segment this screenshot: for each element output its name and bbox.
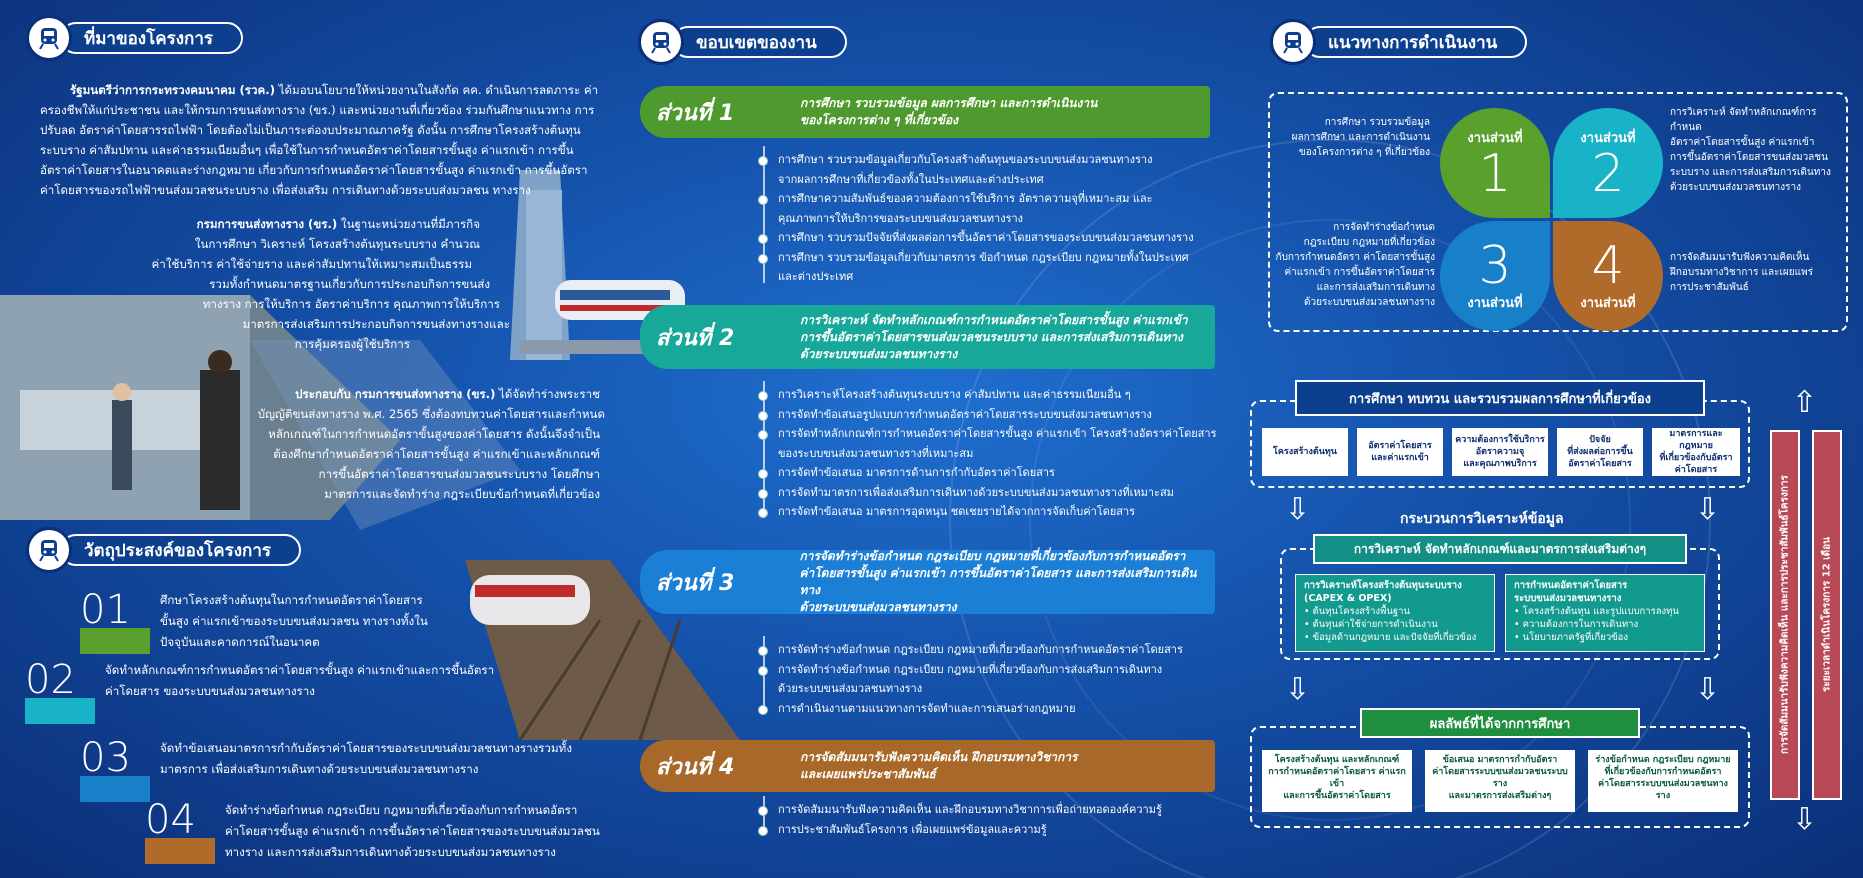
analysis-subtitle: การวิเคราะห์ จัดทำหลักเกณฑ์และมาตรการส่งเสริมต่างๆ (1313, 534, 1687, 564)
train-icon (26, 527, 72, 573)
objective-line: ค่าโดยสารขั้นสูง ค่าแรกเข้า การขึ้นอัตราค่าโดยสารของระบบขนส่งมวลชน (225, 824, 600, 838)
objective-text (225, 800, 600, 863)
background-header (26, 18, 243, 58)
result-box-2 (1425, 750, 1575, 812)
capex-item: • ต้นทุนค่าใช้จ่ายการดำเนินงาน (1304, 619, 1438, 630)
petal-4 (1553, 221, 1663, 331)
part-item: การประชาสัมพันธ์โครงการ เพื่อเผยแพร่ข้อมูลและความรู้ (758, 820, 1162, 840)
note-line: ฝึกอบรมทางวิชาการ และเผยแพร่ (1670, 267, 1814, 278)
drt-lead: กรมการขนส่งทางราง (ขร.) (196, 217, 338, 231)
objective-line: จัดทำร่างข้อกำหนด กฎระเบียบ กฎหมายที่เกี่ยวข้องกับการกำหนดอัตรา (225, 803, 578, 817)
box-text: มาตรการและกฎหมาย ที่เกี่ยวข้องกับอัตรา ค่าโดยสาร (1659, 429, 1733, 475)
objective-line: จัดทำข้อเสนอมาตรการกำกับอัตราค่าโดยสารของระบบขนส่งมวลชนทางรางรวมทั้ง (160, 741, 572, 755)
capex-title: การวิเคราะห์โครงสร้างต้นทุนระบบราง (1304, 580, 1462, 591)
objective-item (80, 735, 572, 802)
note-part-4 (1670, 250, 1845, 295)
part-heading-line: การขึ้นอัตราค่าโดยสารขนส่งมวลชนระบบราง และการส่งเสริมการเดินทาง (800, 329, 1183, 344)
para2-line: ทางราง การให้บริการ อัตราค่าบริการ คุณภาพการให้บริการ (202, 297, 500, 311)
scope-header (638, 22, 847, 62)
note-line: ระบบราง และการส่งเสริมการเดินทาง (1670, 167, 1831, 178)
flow-box-law (1652, 428, 1740, 476)
part-item: การศึกษา รวบรวมข้อมูลเกี่ยวกับมาตรการ ข้อกำหนด กฎระเบียบ กฎหมายทั้งในประเทศ (758, 248, 1194, 268)
down-arrow-icon: ⇩ (1792, 802, 1818, 837)
note-line: การจัดทำร่างข้อกำหนด (1333, 222, 1435, 233)
result-box-1 (1262, 750, 1412, 812)
part-items (758, 640, 1183, 718)
fare-item: • นโยบายภาครัฐที่เกี่ยวข้อง (1514, 632, 1629, 643)
note-line: กฎระเบียบ กฎหมายที่เกี่ยวข้อง (1303, 237, 1435, 248)
note-line: การวิเคราะห์ จัดทำหลักเกณฑ์การกำหนด (1670, 107, 1817, 133)
note-line: การขึ้นอัตราค่าโดยสารขนส่งมวลชน (1670, 152, 1828, 163)
section-title: แนวทางการดำเนินงาน (1304, 26, 1527, 58)
para2-line: ค่าใช้บริการ ค่าใช้จ่ายราง และค่าสัมปทานให้เหมาะสมเป็นธรรม (151, 257, 472, 271)
objective-number: 02 (25, 660, 95, 724)
fare-item: • โครงสร้างต้นทุน และรูปแบบการลงทุน (1514, 606, 1679, 617)
note-line: กับการกำหนดอัตรา ค่าโดยสารขั้นสูง (1275, 252, 1435, 263)
part-item: คุณภาพการให้บริการของระบบขนส่งมวลชนทางราง (778, 211, 1024, 225)
para2-line: การคุ้มครองผู้ใช้บริการ (294, 337, 410, 351)
petal-3 (1440, 221, 1550, 331)
note-part-2 (1670, 105, 1845, 195)
objective-number: 03 (80, 738, 150, 802)
part-item: การศึกษา รวบรวมข้อมูลเกี่ยวกับโครงสร้างต้นทุนของระบบขนส่งมวลชนทางราง (758, 150, 1194, 170)
fare-title: การกำหนดอัตราค่าโดยสาร (1514, 580, 1628, 591)
part-heading-line: ด้วยระบบขนส่งมวลชนทางราง (800, 346, 958, 361)
part-items (758, 800, 1162, 839)
para2-line: ในฐานะหน่วยงานที่มีภารกิจ (337, 217, 480, 231)
part-item: การจัดทำข้อเสนอ มาตรการด้านการกำกับอัตราค่าโดยสาร (758, 463, 1216, 483)
petal-number: 1 (1478, 143, 1512, 204)
objective-item (145, 797, 600, 864)
part-item: ด้วยระบบขนส่งมวลชนทางราง (778, 682, 923, 695)
objective-text (160, 738, 572, 780)
scope-part-1 (640, 86, 1210, 138)
scope-part-3 (640, 550, 1215, 614)
objective-number: 01 (80, 590, 150, 654)
petal-number: 3 (1478, 235, 1512, 296)
petal-1 (1440, 108, 1550, 218)
part-heading-line: การวิเคราะห์ จัดทำหลักเกณฑ์การกำหนดอัตราค่าโดยสารขั้นสูง ค่าแรกเข้า (800, 312, 1188, 327)
para1-text: ได้มอบนโยบายให้หน่วยงานในสังกัด คค. ดำเนินการลดภาระ ค่าครองชีพให้แก่ประชาชน และให้กรมการขนส่งทางราง (ขร.) และหน่วยงานที่เกี่ยวข้อง ร่วมกันศึกษาแนวทาง การปรับลด อัตราค่าโดยสารรถไฟฟ้า โดยต้องไม่เป็นภาระต่องบประมาณภาครัฐ ดังนั้น การศึกษาโครงสร้างต้นทุนระบบราง ค่าสัมปทาน และค่าธรรมเนียมอื่นๆ เพื่อใช้ในการกำหนดอัตราค่าโดยสารขั้นสูง ค่าแรกเข้า การขึ้นอัตราค่าโดยสารในอนาคตและร่างกฎหมาย เกี่ยวกับการกำหนดอัตราค่าโดยสารขั้นสูง ค่าแรกเข้า การขึ้นอัตราค่าโดยสารของรถไฟฟ้าขนส่งมวลชนระบบราง เพื่อส่งเสริม การเดินทางด้วยระบบส่งมวลชน ทางราง (40, 83, 599, 197)
part-item: การจัดทำร่างข้อกำหนด กฎระเบียบ กฎหมายที่เกี่ยวข้องกับการกำหนดอัตราค่าโดยสาร (758, 640, 1183, 660)
para3-line: การขึ้นอัตราค่าโดยสารขนส่งมวลชนระบบราง โดยศึกษา (318, 467, 600, 481)
objective-line: ทางราง และการส่งเสริมการเดินทางด้วยระบบขนส่งมวลชนทางราง (225, 845, 556, 859)
down-arrow-icon: ⇩ (1695, 672, 1721, 707)
down-arrow-icon: ⇩ (1695, 492, 1721, 527)
drt-lead-2: ประกอบกับ กรมการขนส่งทางราง (ขร.) (295, 387, 496, 401)
petal-label: งานส่วนที่ (1580, 295, 1636, 311)
approach-header (1270, 22, 1527, 62)
capex-box (1295, 574, 1495, 652)
capex-item: • ข้อมูลด้านกฎหมาย และปัจจัยที่เกี่ยวข้อง (1304, 632, 1477, 643)
para3-line: ได้จัดทำร่างพระราช (495, 387, 600, 401)
ministry-lead: รัฐมนตรีว่าการกระทรวงคมนาคม (รวค.) (70, 83, 276, 97)
train-icon (638, 19, 684, 65)
part-heading (769, 548, 1215, 616)
para2-line: มาตรการส่งเสริมการประกอบกิจการขนส่งทางรางและ (242, 317, 510, 331)
note-part-1 (1280, 115, 1430, 160)
part-heading (770, 312, 1188, 363)
part-heading-line: ด้วยระบบขนส่งมวลชนทางราง (799, 600, 957, 614)
capex-item: • ต้นทุนโครงสร้างพื้นฐาน (1304, 606, 1410, 617)
background-paragraph-1 (40, 80, 600, 200)
box-text: โครงสร้างต้นทุน (1273, 447, 1337, 457)
part-heading-line: และเผยแพร่ประชาสัมพันธ์ (800, 767, 936, 781)
part-item: การศึกษา รวบรวมปัจจัยที่ส่งผลต่อการขึ้นอัตราค่าโดยสารของระบบขนส่งมวลชนทางราง (758, 228, 1194, 248)
background-paragraph-2 (40, 214, 510, 354)
part-item: ของระบบขนส่งมวลชนทางรางที่เหมาะสม (778, 446, 974, 460)
fare-setting-box (1505, 574, 1705, 652)
para2-line: ในการศึกษา วิเคราะห์ โครงสร้างต้นทุนระบบราง คำนวณ (194, 237, 480, 251)
flow-box-cost (1262, 428, 1348, 476)
petal-label: งานส่วนที่ (1580, 130, 1636, 146)
part-tag: ส่วนที่ 1 (656, 100, 735, 126)
objective-item (80, 587, 428, 654)
down-arrow-icon: ⇩ (1285, 672, 1311, 707)
box-text: โครงสร้างต้นทุน และหลักเกณฑ์ การกำหนดอัตราค่าโดยสาร ค่าแรกเข้า และการขึ้นอัตราค่าโดยสาร (1268, 755, 1406, 801)
part-tag: ส่วนที่ 4 (656, 754, 735, 780)
analysis-title: กระบวนการวิเคราะห์ข้อมูล (1400, 511, 1564, 527)
note-line: ค่าแรกเข้า การขึ้นอัตราค่าโดยสาร (1284, 267, 1435, 278)
section-title: วัตถุประสงค์ของโครงการ (60, 534, 301, 566)
part-item: การจัดทำหลักเกณฑ์การกำหนดอัตราค่าโดยสารขั้นสูง ค่าแรกเข้า โครงสร้างอัตราค่าโดยสาร (758, 424, 1216, 444)
fare-item: • ความต้องการในการเดินทาง (1514, 619, 1639, 630)
part-item: จากผลการศึกษาที่เกี่ยวข้องทั้งในประเทศและต่างประเทศ (778, 172, 1044, 186)
petal-2 (1553, 108, 1663, 218)
part-heading-line: ค่าโดยสารขั้นสูง ค่าแรกเข้า การขึ้นอัตราค่าโดยสาร และการส่งเสริมการเดินทาง (799, 566, 1197, 597)
duration-bar: ระยะเวลาดำเนินโครงการ 12 เดือน (1812, 430, 1842, 800)
study-title: การศึกษา ทบทวน และรวบรวมผลการศึกษาที่เกี่ยวข้อง (1295, 380, 1705, 416)
objective-text (105, 660, 494, 702)
box-text: อัตราค่าโดยสาร และค่าแรกเข้า (1368, 441, 1432, 463)
flow-box-demand (1452, 428, 1548, 476)
petal-label: งานส่วนที่ (1467, 295, 1523, 311)
capex-title: (CAPEX & OPEX) (1304, 593, 1392, 604)
part-item: การจัดสัมมนารับฟังความคิดเห็น และฝึกอบรมทางวิชาการเพื่อถ่ายทอดองค์ความรู้ (758, 800, 1162, 820)
para3-line: มาตรการและจัดทำร่าง กฎระเบียบข้อกำหนดที่เกี่ยวข้อง (324, 487, 600, 501)
note-line: ผลการศึกษา และการดำเนินงาน (1291, 132, 1430, 143)
train-icon (1270, 19, 1316, 65)
note-line: ของโครงการต่าง ๆ ที่เกี่ยวข้อง (1298, 147, 1430, 158)
objective-header (26, 530, 301, 570)
part-heading (770, 749, 1077, 783)
objective-line: จัดทำหลักเกณฑ์การกำหนดอัตราค่าโดยสารขั้นสูง ค่าแรกเข้าและการขึ้นอัตรา (105, 663, 495, 677)
note-line: ด้วยระบบขนส่งมวลชนทางราง (1304, 297, 1435, 308)
note-part-3 (1270, 220, 1435, 310)
para2-line: รวมทั้งกำหนดมาตรฐานเกี่ยวกับการประกอบกิจการขนส่ง (209, 277, 490, 291)
part-item: การจัดทำมาตรการเพื่อส่งเสริมการเดินทางด้วยระบบขนส่งมวลชนทางรางที่เหมาะสม (758, 483, 1216, 503)
flow-box-factors (1557, 428, 1643, 476)
scope-part-4 (640, 740, 1215, 792)
note-line: และการส่งเสริมการเดินทาง (1316, 282, 1435, 293)
part-tag: ส่วนที่ 2 (656, 325, 735, 351)
para3-line: บัญญัติขนส่งทางราง พ.ศ. 2565 ซึ่งต้องทบทวนค่าโดยสารและกำหนด (257, 407, 605, 421)
box-text: ข้อเสนอ มาตรการกำกับอัตรา ค่าโดยสารระบบขนส่งมวลชนระบบราง และมาตรการส่งเสริมต่างๆ (1432, 755, 1568, 801)
part-item: และต่างประเทศ (778, 270, 854, 283)
note-line: การศึกษา รวบรวมข้อมูล (1324, 117, 1430, 128)
background-paragraph-3 (250, 384, 605, 504)
objective-line: ขั้นสูง ค่าแรกเข้าของระบบขนส่งมวลชน ทางรางทั้งใน (160, 614, 428, 628)
part-item: การวิเคราะห์โครงสร้างต้นทุนระบบราง ค่าสัมปทาน และค่าธรรมเนียมอื่น ๆ (758, 385, 1216, 405)
flow-box-fare (1357, 428, 1443, 476)
train-icon (26, 15, 72, 61)
box-text: ความต้องการใช้บริการ อัตราความจุ และคุณภาพบริการ (1455, 435, 1545, 469)
part-item: การศึกษาความสัมพันธ์ของความต้องการใช้บริการ อัตราความจุที่เหมาะสม และ (758, 189, 1194, 209)
petal-label: งานส่วนที่ (1467, 130, 1523, 146)
part-items (758, 385, 1216, 522)
objective-line: ค่าโดยสาร ของระบบขนส่งมวลชนทางราง (105, 684, 315, 698)
result-box-3 (1588, 750, 1738, 812)
up-arrow-icon: ⇧ (1792, 385, 1818, 420)
note-line: การประชาสัมพันธ์ (1670, 282, 1749, 293)
part-item: การจัดทำร่างข้อกำหนด กฎระเบียบ กฎหมายที่เกี่ยวข้องกับการส่งเสริมการเดินทาง (758, 660, 1183, 680)
seminar-bar: การจัดสัมมนารับฟังความคิดเห็น และการประชาสัมพันธ์โครงการ (1770, 430, 1800, 800)
down-arrow-icon: ⇩ (1285, 492, 1311, 527)
scope-part-2 (640, 305, 1215, 369)
part-items (758, 150, 1194, 287)
part-item: การจัดทำข้อเสนอรูปแบบการกำหนดอัตราค่าโดยสารระบบขนส่งมวลชนทางราง (758, 405, 1216, 425)
objective-number: 04 (145, 800, 215, 864)
para3-line: หลักเกณฑ์ในการกำหนดอัตราขั้นสูงของค่าโดยสาร ดังนั้นจึงจำเป็น (268, 427, 600, 441)
section-title: ขอบเขตของงาน (672, 26, 847, 58)
petal-number: 2 (1591, 143, 1625, 204)
objective-line: มาตรการ เพื่อส่งเสริมการเดินทางด้วยระบบขนส่งมวลชนทางราง (160, 762, 479, 776)
note-line: ด้วยระบบขนส่งมวลชนทางราง (1670, 182, 1801, 193)
petal-number: 4 (1591, 235, 1625, 296)
part-heading-line: การจัดสัมมนารับฟังความคิดเห็น ฝึกอบรมทางวิชาการ (800, 750, 1078, 764)
objective-item (25, 657, 495, 724)
result-title: ผลลัพธ์ที่ได้จากการศึกษา (1360, 708, 1640, 738)
part-heading-line: การจัดทำร่างข้อกำหนด กฎระเบียบ กฎหมายที่เกี่ยวข้องกับการกำหนดอัตรา (799, 549, 1186, 563)
note-line: การจัดสัมมนารับฟังความคิดเห็น (1670, 252, 1810, 263)
objective-text (160, 590, 428, 653)
part-item: การจัดทำข้อเสนอ มาตรการอุดหนุน ชดเชยรายได้จากการจัดเก็บค่าโดยสาร (758, 502, 1216, 522)
box-text: ปัจจัย ที่ส่งผลต่อการขึ้น อัตราค่าโดยสาร (1567, 435, 1633, 469)
fare-title: ระบบขนส่งมวลชนทางราง (1514, 593, 1622, 604)
part-heading-line: การศึกษา รวบรวมข้อมูล ผลการศึกษา และการดำเนินงาน (800, 96, 1098, 110)
section-title: ที่มาของโครงการ (60, 22, 243, 54)
part-heading-line: ของโครงการต่าง ๆ ที่เกี่ยวข้อง (800, 113, 959, 127)
objective-line: ศึกษาโครงสร้างต้นทุนในการกำหนดอัตราค่าโดยสาร (160, 593, 423, 607)
box-text: ร่างข้อกำหนด กฎระเบียบ กฎหมาย ที่เกี่ยวข้องกับการกำหนดอัตรา ค่าโดยสารระบบขนส่งมวลชนทางราง (1595, 755, 1731, 801)
para3-line: ต้องศึกษากำหนดอัตราค่าโดยสารขั้นสูง ค่าแรกเข้าและหลักเกณฑ์ (273, 447, 600, 461)
part-heading (770, 95, 1097, 129)
part-item: การดำเนินงานตามแนวทางการจัดทำและการเสนอร่างกฎหมาย (758, 699, 1183, 719)
note-line: อัตราค่าโดยสารขั้นสูง ค่าแรกเข้า (1670, 137, 1815, 148)
part-tag: ส่วนที่ 3 (656, 570, 735, 596)
objective-line: ปัจจุบันและคาดการณ์ในอนาคต (160, 635, 320, 649)
